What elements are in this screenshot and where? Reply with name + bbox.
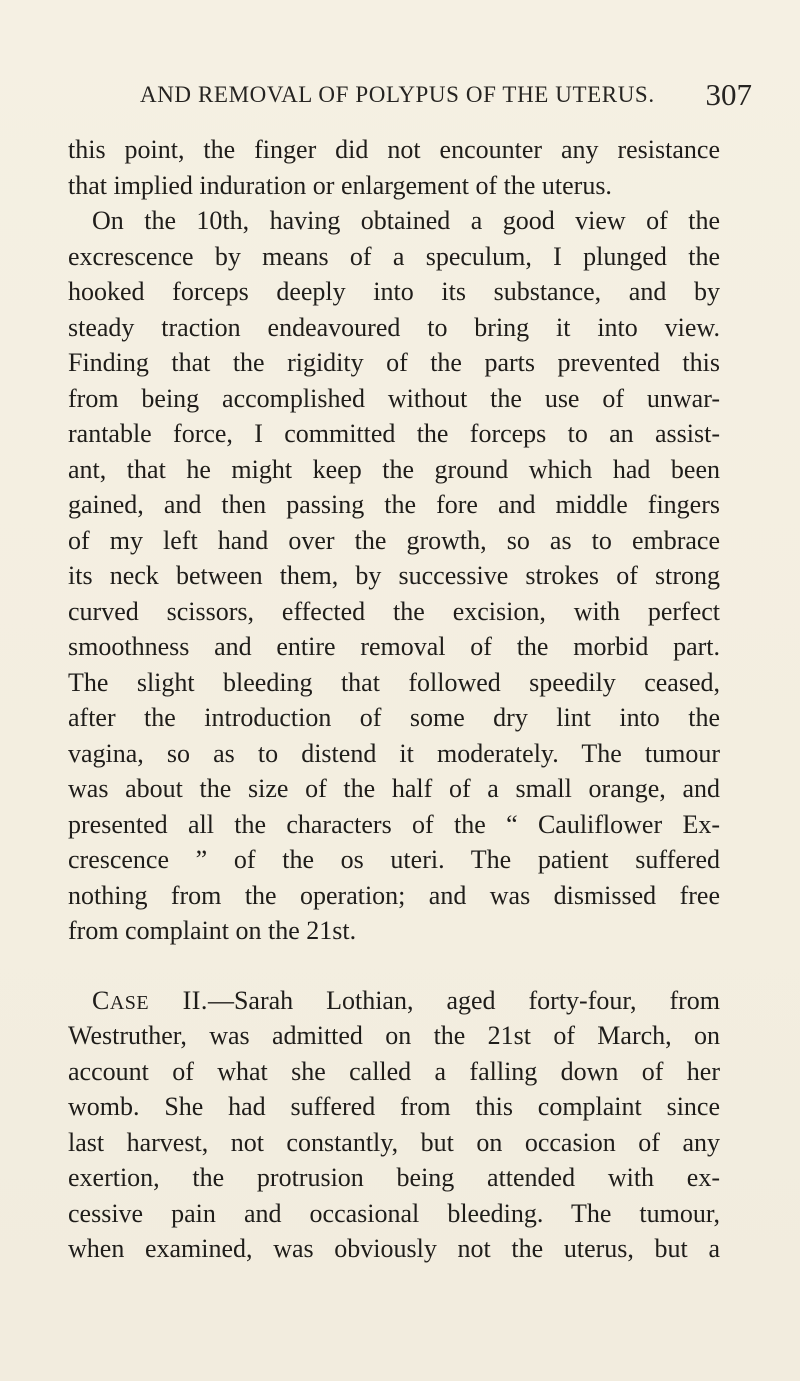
text-line: last harvest, not constantly, but on occasion of any [68, 1127, 720, 1157]
paragraph-continuation [68, 132, 720, 203]
text-line: rantable force, I committed the forceps to an assist- [68, 419, 720, 448]
text-line: steady traction endeavoured to bring it into view. [68, 312, 720, 342]
case-label [92, 986, 208, 1015]
text-line: gained, and then passing the fore and middle fingers [68, 490, 720, 519]
text-line: crescence ” of the os uteri. The patient suffered [68, 845, 720, 874]
running-title: AND REMOVAL OF POLYPUS OF THE UTERUS. [140, 82, 655, 107]
text-line: from complaint on the 21st. [68, 916, 357, 945]
text-line: On the 10th, having obtained a good view of the [92, 206, 720, 235]
text-line [68, 983, 720, 1019]
text-line: when examined, was obviously not the uterus, but a [68, 1234, 720, 1263]
text-line: account of what she called a falling down of her [68, 1056, 720, 1086]
text-line: Finding that the rigidity of the parts prevented this [68, 348, 720, 377]
paragraph-operation [68, 203, 720, 949]
text-line: curved scissors, effected the excision, with perfect [68, 596, 720, 626]
body-text [68, 132, 720, 1267]
text-line: Westruther, was admitted on the 21st of March, on [68, 1021, 720, 1050]
text-line: vagina, so as to distend it moderately. The tumour [68, 738, 720, 768]
text-line: presented all the characters of the “ Cauliflower Ex- [68, 809, 720, 839]
text-line: was about the size of the half of a small orange, and [68, 774, 720, 803]
text-line: smoothness and entire removal of the morbid part. [68, 632, 720, 661]
text-line: from being accomplished without the use of unwar- [68, 383, 720, 413]
text-line: hooked forceps deeply into its substance, and by [68, 277, 720, 306]
text-line: that implied induration or enlargement of the uterus. [68, 170, 612, 200]
paragraph-case-two [68, 983, 720, 1267]
text-line: this point, the finger did not encounter any resistance [68, 135, 720, 164]
case-intro-text: —Sarah Lothian, aged forty-four, from [207, 985, 720, 1015]
text-line: its neck between them, by successive strokes of strong [68, 561, 720, 590]
text-line: womb. She had suffered from this complaint since [68, 1092, 720, 1121]
paragraph-gap [68, 949, 720, 983]
page-number: 307 [705, 77, 752, 112]
text-line: nothing from the operation; and was dismissed free [68, 880, 720, 910]
case-label-small-caps: ASE [109, 991, 150, 1014]
text-line: exertion, the protrusion being attended with ex- [68, 1163, 720, 1192]
page-header [92, 77, 752, 112]
text-line: excrescence by means of a speculum, I plunged the [68, 241, 720, 271]
case-label-initial: C [92, 985, 110, 1015]
text-line: after the introduction of some dry lint into the [68, 703, 720, 732]
case-number: II. [149, 985, 208, 1015]
text-line: of my left hand over the growth, so as to embrace [68, 525, 720, 555]
text-line: ant, that he might keep the ground which had been [68, 454, 720, 484]
text-line: cessive pain and occasional bleeding. The tumour, [68, 1198, 720, 1228]
text-line: The slight bleeding that followed speedily ceased, [68, 667, 720, 697]
